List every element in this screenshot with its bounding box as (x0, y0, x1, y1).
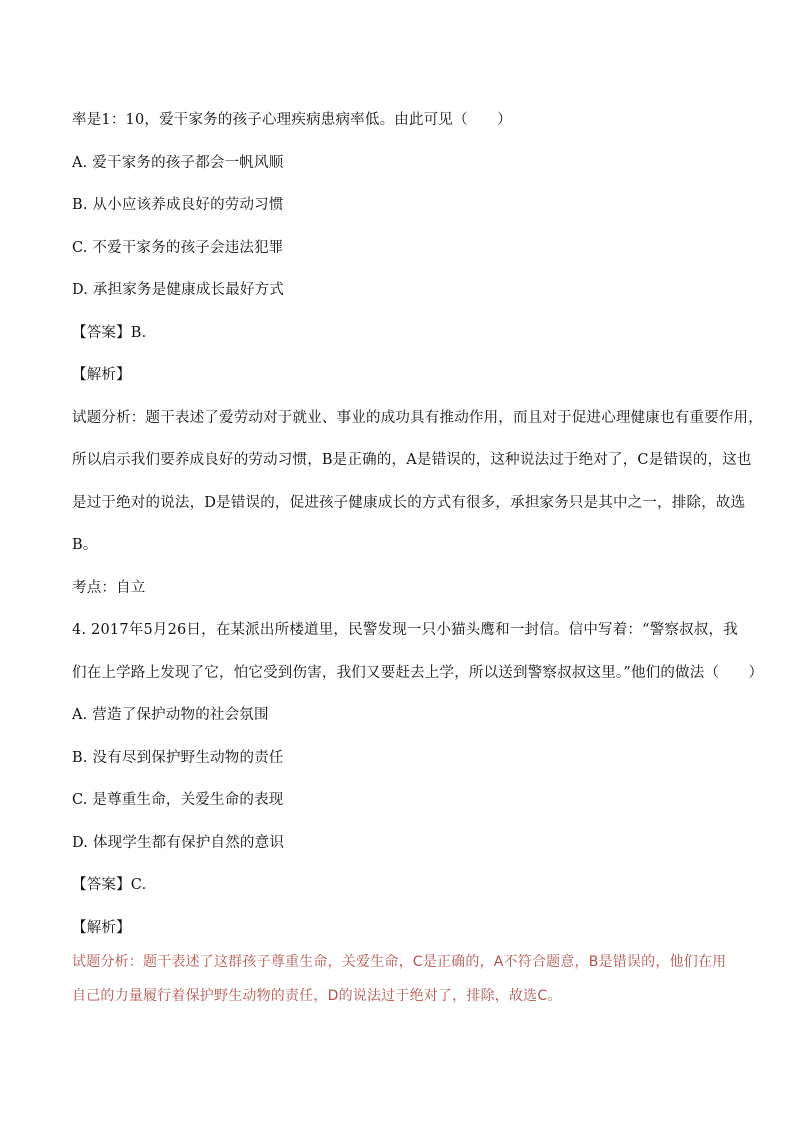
q3-option-d: D. 承担家务是健康成长最好方式 (72, 282, 285, 298)
q3-option-a: A. 爱干家务的孩子都会一帆风顺 (72, 155, 284, 171)
q3-option-c: C. 不爱干家务的孩子会违法犯罪 (72, 240, 284, 256)
q4-stem-line-1: 4. 2017年5月26日，在某派出所楼道里，民警发现一只小猫头鹰和一封信。信中写着：“警察叔叔，我 (72, 622, 738, 638)
q3-analysis-line-4: B。 (72, 537, 98, 553)
q4-analysis-line-1: 试题分析：题干表述了这群孩子尊重生命，关爱生命，C是正确的，A不符合题意，B是错误的，他们在用 (72, 954, 727, 970)
q3-option-b: B. 从小应该养成良好的劳动习惯 (72, 197, 284, 213)
q4-analysis-line-2: 自己的力量履行着保护野生动物的责任，D的说法过于绝对了，排除，故选C。 (72, 988, 562, 1004)
q3-point: 考点：自立 (72, 580, 146, 596)
q3-stem-tail: 率是1：10，爱干家务的孩子心理疾病患病率低。由此可见（ ） (72, 112, 512, 128)
q4-option-b: B. 没有尽到保护野生动物的责任 (72, 750, 284, 766)
q4-option-d: D. 体现学生都有保护自然的意识 (72, 835, 285, 851)
q4-answer: 【答案】C. (72, 877, 147, 893)
q3-analysis-line-3: 是过于绝对的说法，D是错误的，促进孩子健康成长的方式有很多，承担家务只是其中之一，排除，故选 (72, 495, 746, 511)
q3-analysis-line-2: 所以启示我们要养成良好的劳动习惯，B是正确的，A是错误的，这种说法过于绝对了，C是错误的，这也 (72, 452, 752, 468)
q4-analysis-header: 【解析】 (72, 920, 131, 936)
q3-answer: 【答案】B. (72, 325, 147, 341)
q4-stem-line-2: 们在上学路上发现了它，怕它受到伤害，我们又要赶去上学，所以送到警察叔叔这里。”他们的做法（ ） (72, 665, 764, 681)
q4-option-c: C. 是尊重生命，关爱生命的表现 (72, 792, 284, 808)
q4-option-a: A. 营造了保护动物的社会氛围 (72, 707, 269, 723)
q3-analysis-line-1: 试题分析：题干表述了爱劳动对于就业、事业的成功具有推动作用，而且对于促进心理健康也有重要作用， (72, 410, 763, 426)
q3-analysis-header: 【解析】 (72, 367, 131, 383)
